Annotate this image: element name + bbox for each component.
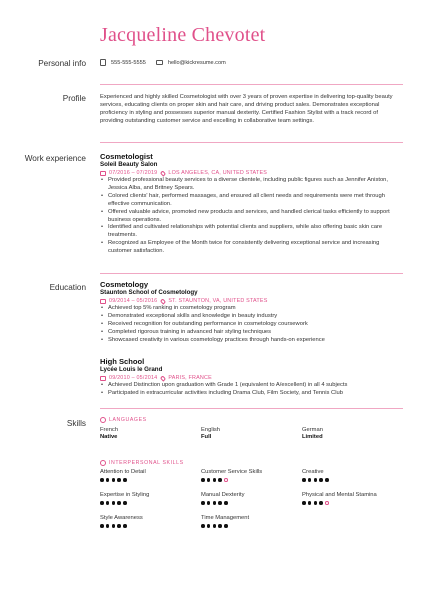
rating-dot-filled bbox=[112, 478, 116, 482]
rating-dot-filled bbox=[218, 478, 222, 482]
language-name: French bbox=[100, 427, 119, 433]
job-location: LOS ANGELES, CA, UNITED STATES bbox=[168, 170, 268, 176]
rating-dot-filled bbox=[224, 524, 228, 528]
personal-info-label: Personal info bbox=[38, 59, 86, 68]
rating-dot-filled bbox=[218, 524, 222, 528]
skill-rating bbox=[100, 501, 149, 505]
skill-rating bbox=[201, 524, 249, 528]
list-item: • Participated in extracurricular activities including Drama Club, Film Society, and Tennis Club bbox=[100, 390, 403, 398]
rating-dot-filled bbox=[117, 501, 121, 505]
degree-title: Cosmetology bbox=[100, 280, 149, 289]
rating-dot-filled bbox=[106, 501, 110, 505]
rating-dot-filled bbox=[314, 478, 318, 482]
divider bbox=[100, 142, 403, 143]
phone-icon bbox=[100, 59, 106, 66]
education-meta bbox=[100, 297, 403, 305]
employer: Soleil Beauty Salon bbox=[100, 161, 158, 168]
language-level: Full bbox=[201, 434, 212, 440]
rating-dot-filled bbox=[302, 478, 306, 482]
rating-dot-filled bbox=[123, 524, 127, 528]
rating-dot-filled bbox=[106, 524, 110, 528]
phone-number: 555-555-5555 bbox=[111, 59, 146, 66]
contact-row bbox=[100, 59, 236, 66]
list-item: • Provided professional beauty services to a diverse clientele, including public figures such as Jennifer Aniston, Jessica Alba, and Britney Spears. bbox=[100, 177, 403, 193]
school-name: Staunton School of Cosmetology bbox=[100, 289, 198, 296]
languages-section bbox=[100, 417, 403, 447]
skill-item bbox=[100, 492, 149, 505]
work-entry bbox=[100, 152, 403, 256]
job-title: Cosmetologist bbox=[100, 152, 153, 161]
language-item bbox=[201, 427, 220, 440]
education-entry bbox=[100, 357, 403, 398]
divider bbox=[100, 408, 403, 409]
list-item: • Recognized as Employee of the Month twice for consistently delivering exceptional service and increasing customer satisfaction. bbox=[100, 240, 403, 256]
skill-item bbox=[201, 469, 262, 482]
skill-name: Physical and Mental Stamina bbox=[302, 492, 377, 498]
rating-dot-filled bbox=[308, 478, 312, 482]
profile-text: Experienced and highly skilled Cosmetologist with over 3 years of proven expertise in delivering top-quality beauty services, educating clients on proper skin and hair care, and driving product sales. Demonstrates exceptional proficiency in styling and possesses superior manual dexterity. Certified Fashion Stylist with a track record of providing outstanding customer service and excelling in collaborative team settings. bbox=[100, 94, 393, 124]
job-bullets bbox=[100, 177, 403, 256]
skill-name: Time Management bbox=[201, 515, 250, 521]
rating-dot-filled bbox=[207, 501, 211, 505]
skill-item bbox=[302, 469, 329, 482]
profile-label: Profile bbox=[62, 94, 86, 103]
list-item: • Achieved top 5% ranking in cosmetology program bbox=[100, 305, 403, 313]
education-location: ST. STAUNTON, VA, UNITED STATES bbox=[168, 298, 268, 304]
skill-item bbox=[201, 492, 245, 505]
skill-item bbox=[302, 492, 377, 505]
rating-dot-filled bbox=[302, 501, 306, 505]
divider bbox=[100, 273, 403, 274]
rating-dot-filled bbox=[319, 501, 323, 505]
candidate-name: Jacqueline Chevotet bbox=[100, 24, 266, 46]
list-item: • Offered valuable advice, promoted new products and services, and handled clerical tasks efficiently to support business operations. bbox=[100, 209, 403, 225]
skill-name: Manual Dexterity bbox=[201, 492, 245, 498]
rating-dot-filled bbox=[201, 478, 205, 482]
rating-dot-filled bbox=[308, 501, 312, 505]
rating-dot-filled bbox=[100, 478, 104, 482]
job-meta bbox=[100, 169, 403, 177]
skill-name: Customer Service Skills bbox=[201, 469, 263, 475]
education-meta bbox=[100, 374, 403, 382]
envelope-icon bbox=[156, 60, 163, 65]
rating-dot-filled bbox=[112, 501, 116, 505]
skill-item bbox=[100, 515, 143, 528]
job-dates: 07/2016 – 07/2019 bbox=[109, 170, 158, 176]
list-item: • Completed rigorous training in advanced hair styling techniques bbox=[100, 329, 403, 337]
list-item: • Showcased creativity in various cosmetology practices through hands-on experience bbox=[100, 337, 403, 345]
list-item: • Demonstrated exceptional skills and knowledge in beauty industry bbox=[100, 313, 403, 321]
language-item bbox=[302, 427, 323, 440]
rating-dot-filled bbox=[224, 501, 228, 505]
location-pin-icon bbox=[160, 375, 166, 381]
language-level: Native bbox=[100, 434, 118, 440]
skill-rating bbox=[100, 478, 146, 482]
education-label: Education bbox=[49, 283, 86, 292]
skill-rating bbox=[302, 501, 377, 505]
rating-dot-filled bbox=[207, 524, 211, 528]
rating-dot-filled bbox=[123, 501, 127, 505]
list-item: • Colored clients' hair, performed massages, and ensured all client needs and requirements were met through effective communication. bbox=[100, 193, 403, 209]
rating-dot-filled bbox=[213, 478, 217, 482]
rating-dot-filled bbox=[201, 524, 205, 528]
skill-item bbox=[201, 515, 249, 528]
skill-name: Style Awareness bbox=[100, 515, 143, 521]
list-item: • Achieved Distinction upon graduation with Grade 1 (equivalent to A/excellent) in all 4 subjects bbox=[100, 382, 403, 390]
language-name: German bbox=[302, 427, 323, 433]
rating-dot-empty bbox=[224, 478, 228, 482]
rating-dot-filled bbox=[112, 524, 116, 528]
skill-rating bbox=[201, 501, 245, 505]
rating-dot-filled bbox=[314, 501, 318, 505]
rating-dot-filled bbox=[117, 478, 121, 482]
calendar-icon bbox=[100, 171, 106, 176]
education-entry bbox=[100, 280, 403, 345]
interpersonal-icon bbox=[100, 460, 106, 466]
email-address[interactable]: hello@kickresume.com bbox=[167, 59, 226, 66]
language-name: English bbox=[201, 427, 221, 433]
degree-title: High School bbox=[100, 357, 145, 366]
location-pin-icon bbox=[160, 298, 166, 304]
rating-dot-empty bbox=[325, 501, 329, 505]
language-level: Limited bbox=[302, 434, 323, 440]
languages-heading: LANGUAGES bbox=[100, 417, 147, 423]
list-item: • Received recognition for outstanding performance in cosmetology coursework bbox=[100, 321, 403, 329]
calendar-icon bbox=[100, 299, 106, 304]
interpersonal-section bbox=[100, 460, 403, 590]
rating-dot-filled bbox=[123, 478, 127, 482]
rating-dot-filled bbox=[100, 501, 104, 505]
rating-dot-filled bbox=[207, 478, 211, 482]
location-pin-icon bbox=[160, 170, 166, 176]
rating-dot-filled bbox=[213, 524, 217, 528]
rating-dot-filled bbox=[218, 501, 222, 505]
rating-dot-filled bbox=[117, 524, 121, 528]
skill-name: Expertise in Styling bbox=[100, 492, 150, 498]
skill-rating bbox=[302, 478, 329, 482]
calendar-icon bbox=[100, 376, 106, 381]
rating-dot-filled bbox=[201, 501, 205, 505]
rating-dot-filled bbox=[319, 478, 323, 482]
rating-dot-filled bbox=[106, 478, 110, 482]
education-bullets bbox=[100, 382, 403, 398]
school-name: Lycée Louis le Grand bbox=[100, 366, 163, 373]
languages-icon bbox=[100, 417, 106, 423]
rating-dot-filled bbox=[325, 478, 329, 482]
divider bbox=[100, 84, 403, 85]
language-item bbox=[100, 427, 118, 440]
education-dates: 09/2010 – 05/2014 bbox=[109, 375, 158, 381]
skill-name: Creative bbox=[302, 469, 324, 475]
skill-name: Attention to Detail bbox=[100, 469, 146, 475]
rating-dot-filled bbox=[100, 524, 104, 528]
skill-rating bbox=[201, 478, 262, 482]
education-dates: 09/2014 – 05/2016 bbox=[109, 298, 158, 304]
education-bullets bbox=[100, 305, 403, 345]
list-item: • Identified and cultivated relationships with potential clients and suppliers, while also offering basic skin care treatments. bbox=[100, 224, 403, 240]
skill-item bbox=[100, 469, 146, 482]
skills-label: Skills bbox=[66, 419, 86, 428]
interpersonal-heading: INTERPERSONAL SKILLS bbox=[100, 460, 184, 466]
work-experience-label: Work experience bbox=[24, 154, 86, 163]
rating-dot-filled bbox=[213, 501, 217, 505]
skill-rating bbox=[100, 524, 143, 528]
education-location: PARIS, FRANCE bbox=[168, 375, 212, 381]
